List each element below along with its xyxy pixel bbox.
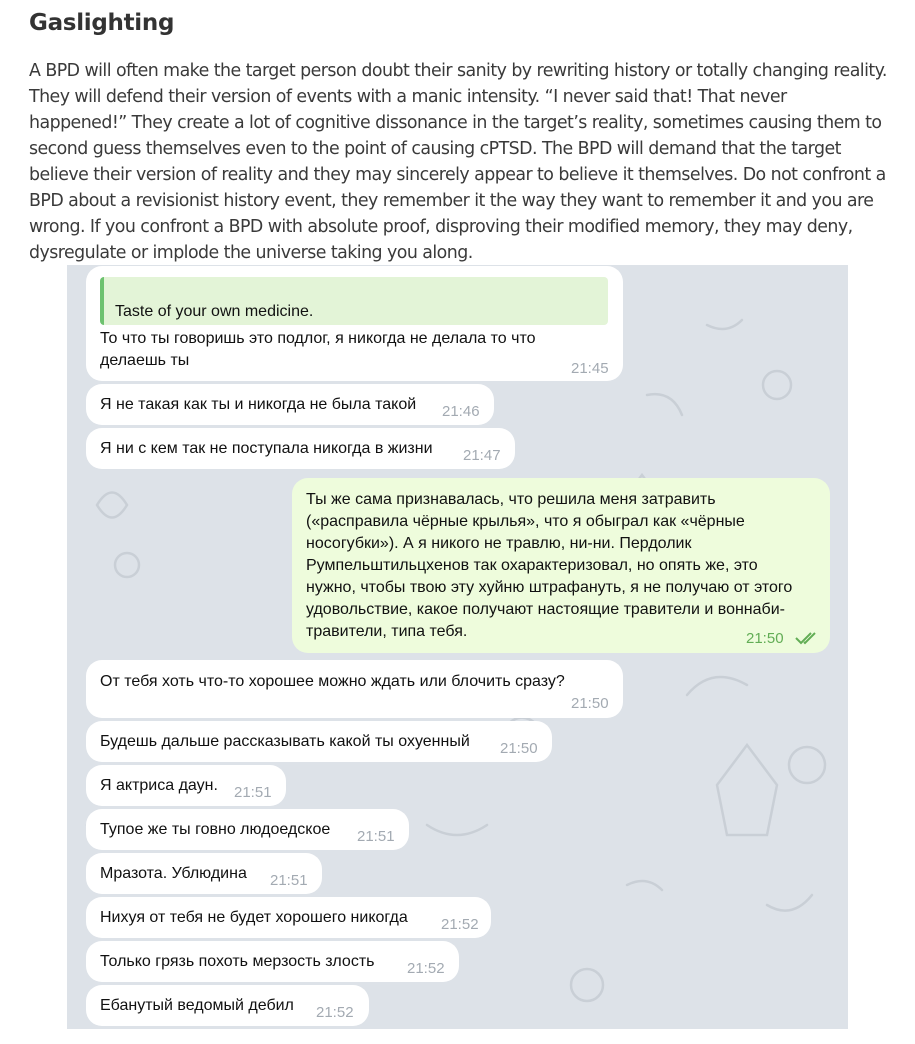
message-text: Мразота. Ублюдина	[100, 865, 247, 882]
message-time: 21:52	[441, 916, 479, 933]
message-bubble-outgoing[interactable]	[292, 478, 830, 653]
message-time: 21:45	[571, 360, 609, 377]
message-time: 21:51	[357, 828, 395, 845]
message-time: 21:47	[463, 447, 501, 464]
message-bubble[interactable]	[86, 985, 369, 1026]
chat-screenshot	[67, 265, 848, 1029]
message-bubble[interactable]	[86, 941, 459, 982]
message-text: Будешь дальше рассказывать какой ты охуенный	[100, 733, 470, 750]
message-bubble[interactable]	[86, 384, 494, 425]
article	[29, 0, 889, 266]
message-text: Румпельштильцхенов так охарактеризовал, но опять же, это	[306, 557, 758, 574]
message-time: 21:52	[316, 1004, 354, 1021]
message-time: 21:51	[234, 784, 272, 801]
message-bubble[interactable]	[86, 897, 491, 938]
message-bubble[interactable]	[86, 853, 322, 894]
message-bubble[interactable]	[86, 266, 623, 381]
message-bubble[interactable]	[86, 809, 409, 850]
message-text: («расправила чёрные крылья», что я обыграл как «чёрные	[306, 513, 745, 530]
message-time: 21:50	[500, 740, 538, 757]
article-body: A BPD will often make the target person doubt their sanity by rewriting history or totally changing reality. They will defend their version of events with a manic intensity. “I never said that! That never happened!” They create a lot of cognitive dissonance in the target’s reality, sometimes causing them to second guess themselves even to the point of causing cPTSD. The BPD will demand that the target believe their version of reality and they may sincerely appear to believe it themselves. Do not confront a BPD about a revisionist history event, they remember it the way they want to remember it and you are wrong. If you confront a BPD with absolute proof, disproving their modified memory, they may deny, dysregulate or implode the universe taking you along.	[29, 61, 887, 263]
double-check-icon	[795, 631, 821, 645]
message-bubble[interactable]	[86, 765, 286, 806]
message-text: удовольствие, какое получают настоящие травители и воннаби-	[306, 601, 785, 618]
message-text: Я актриса даун.	[100, 777, 218, 794]
message-text: То что ты говоришь это подлог, я никогда не делала то что	[100, 330, 536, 347]
message-text: делаешь ты	[100, 352, 190, 369]
message-text: От тебя хоть что-то хорошее можно ждать или блочить сразу?	[100, 673, 565, 690]
message-time: 21:50	[746, 630, 784, 647]
message-text: Тупое же ты говно людоедское	[100, 821, 331, 838]
message-text: Я ни с кем так не поступала никогда в жизни	[100, 440, 433, 457]
message-text: носогубки»). А я никого не травлю, ни-ни. Пердолик	[306, 535, 692, 552]
message-bubble[interactable]	[86, 721, 552, 762]
quote-text: Taste of your own medicine.	[115, 303, 314, 320]
message-text: Я не такая как ты и никогда не была такой	[100, 396, 417, 413]
message-time: 21:46	[442, 403, 480, 420]
article-title: Gaslighting	[29, 10, 175, 36]
message-time: 21:50	[571, 695, 609, 712]
reply-quote[interactable]	[100, 277, 608, 325]
message-text: нужно, чтобы твою эту хуйню штрафануть, я не получаю от этого	[306, 579, 793, 596]
message-bubble[interactable]	[86, 660, 623, 718]
message-text: Только грязь похоть мерзость злость	[100, 953, 375, 970]
message-text: Ебанутый ведомый дебил	[100, 997, 294, 1014]
message-bubble[interactable]	[86, 428, 515, 469]
message-text: травители, типа тебя.	[306, 623, 468, 640]
message-time: 21:51	[270, 872, 308, 889]
message-text: Нихуя от тебя не будет хорошего никогда	[100, 909, 408, 926]
message-time: 21:52	[407, 960, 445, 977]
message-text: Ты же сама признавалась, что решила меня затравить	[306, 491, 716, 508]
